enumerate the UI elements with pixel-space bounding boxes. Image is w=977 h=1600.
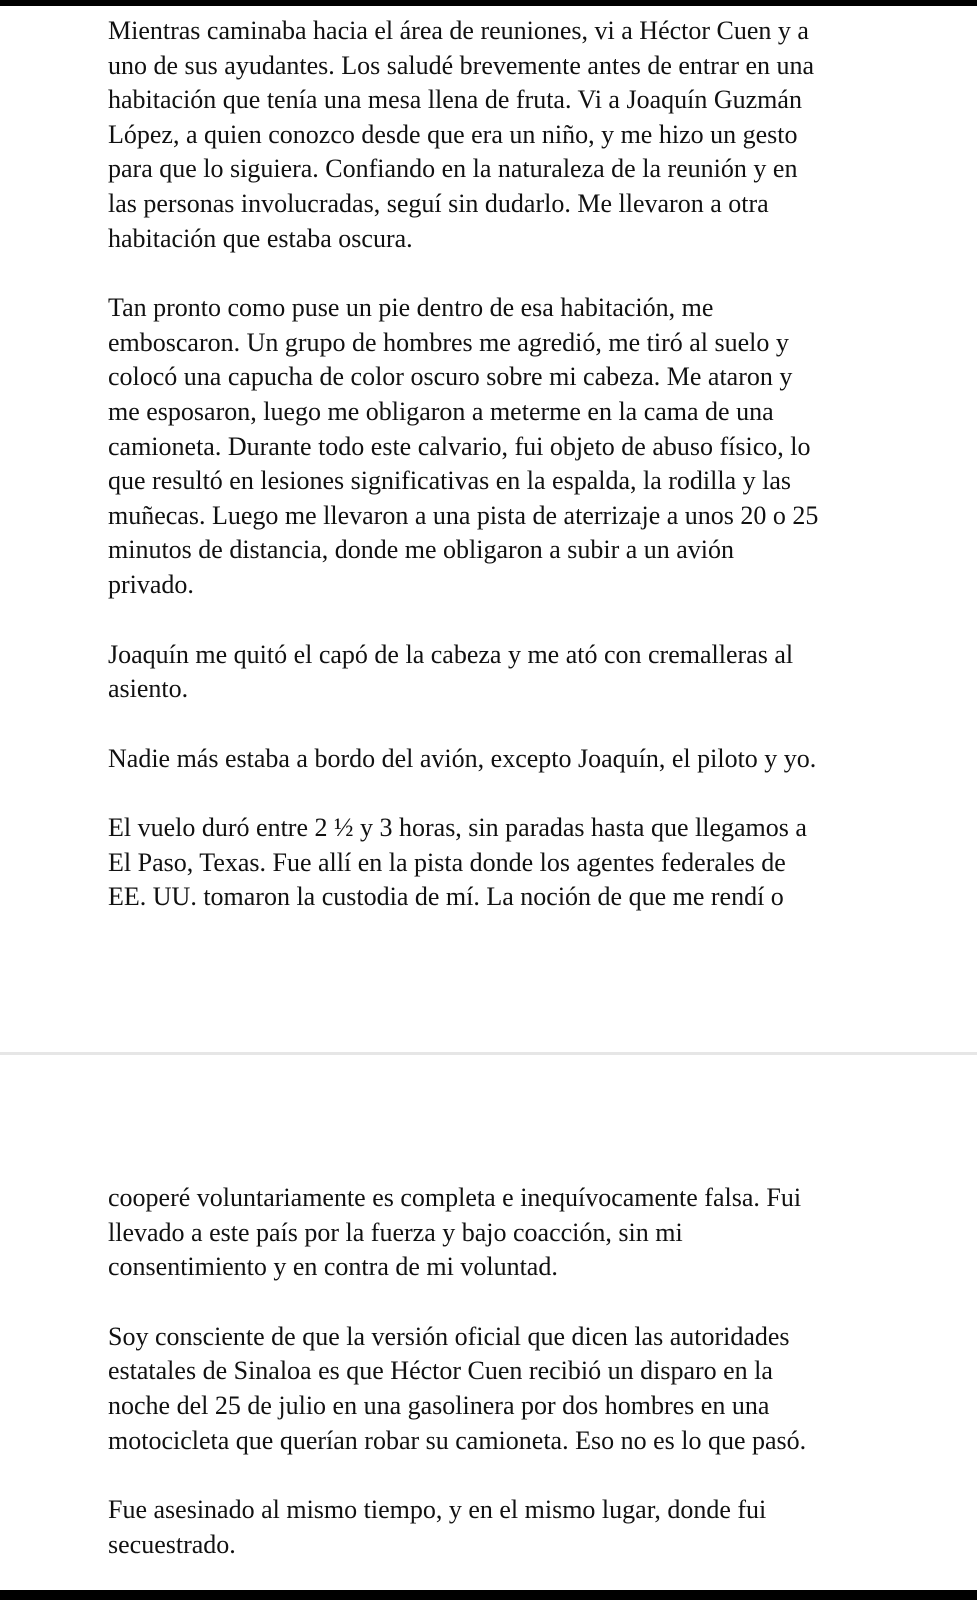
page-divider: [0, 1052, 977, 1055]
document-page-2: [108, 1181, 928, 1597]
paragraph-coerced: cooperé voluntariamente es completa e inequívocamente falsa. Fui llevado a este país por la fuerza y bajo coacción, sin mi consentimiento y en contra de mi voluntad.: [108, 1183, 802, 1282]
top-edge-bar: [0, 0, 977, 6]
bottom-edge-bar: [0, 1590, 977, 1600]
document-page-1: [108, 14, 928, 950]
paragraph-ambush: Tan pronto como puse un pie dentro de esa habitación, me emboscaron. Un grupo de hombres me agredió, me tiró al suelo y colocó una capucha de color oscuro sobre mi cabeza. Me ataron y me esposaron, luego me obligaron a meterme en la cama de una camioneta. Durante todo este calvario, fui objeto de abuso físico, lo que resultó en lesiones significativas en la espalda, la rodilla y las muñecas. Luego me llevaron a una pista de aterrizaje a unos 20 o 25 minutos de distancia, donde me obligaron a subir a un avión privado.: [108, 293, 819, 599]
paragraph-meeting-area: Mientras caminaba hacia el área de reuniones, vi a Héctor Cuen y a uno de sus ayudantes. Los saludé brevemente antes de entrar en una habitación que tenía una mesa llena de fruta. Vi a Joaquín Guzmán López, a quien conozco desde que era un niño, y me hizo un gesto para que lo siguiera. Confiando en la naturaleza de la reunión y en las personas involucradas, seguí sin dudarlo. Me llevaron a otra habitación que estaba oscura.: [108, 16, 815, 253]
paragraph-murdered: Fue asesinado al mismo tiempo, y en el mismo lugar, donde fui secuestrado.: [108, 1495, 767, 1559]
paragraph-hood-removed: Joaquín me quitó el capó de la cabeza y me ató con cremalleras al asiento.: [108, 639, 794, 704]
paragraph-flight: El vuelo duró entre 2 ½ y 3 horas, sin paradas hasta que llegamos a El Paso, Texas. Fue allí en la pista donde los agentes federales de EE. UU. tomaron la custodia de mí. La noción de que me rendí o: [108, 813, 807, 912]
paragraph-official-version: Soy consciente de que la versión oficial que dicen las autoridades estatales de Sinaloa es que Héctor Cuen recibió un disparo en la noche del 25 de julio en una gasolinera por dos hombres en una motocicleta que querían robar su camioneta. Eso no es lo que pasó.: [108, 1321, 807, 1455]
paragraph-aboard-plane: Nadie más estaba a bordo del avión, excepto Joaquín, el piloto y yo.: [108, 743, 817, 773]
